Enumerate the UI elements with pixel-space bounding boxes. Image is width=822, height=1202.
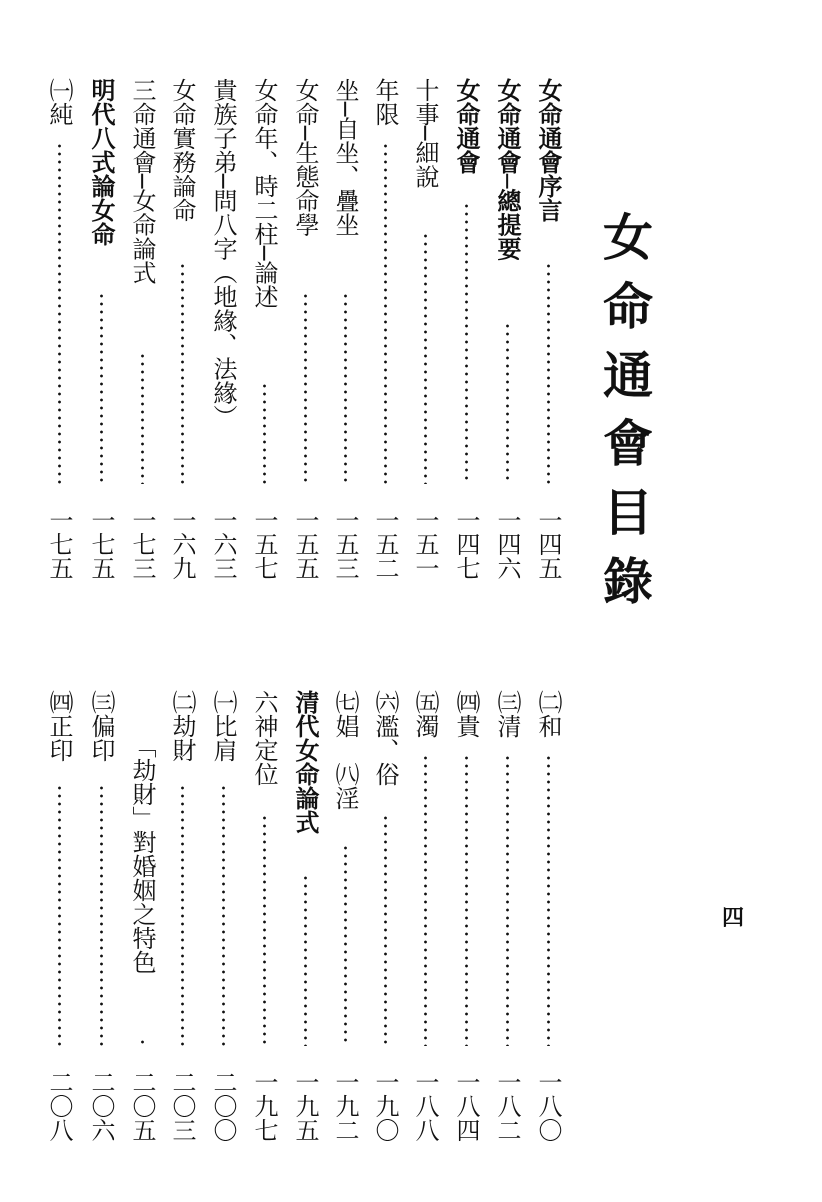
toc-entry-page: 一五二 bbox=[371, 508, 399, 580]
toc-entry-page: 一九〇 bbox=[371, 1070, 399, 1142]
leader-dots bbox=[86, 292, 116, 484]
toc-entry bbox=[492, 690, 522, 1142]
toc-entry-page: 一九七 bbox=[250, 1070, 278, 1142]
toc-entry bbox=[249, 78, 279, 580]
toc-entry bbox=[330, 690, 360, 1142]
leader-dots bbox=[492, 322, 522, 484]
leader-dots bbox=[330, 292, 360, 484]
toc-entry bbox=[492, 78, 522, 580]
toc-entry bbox=[167, 690, 197, 1142]
leader-dots bbox=[370, 814, 400, 1046]
toc-entry bbox=[370, 690, 400, 1142]
toc-entry-page: 一五一 bbox=[411, 508, 439, 580]
toc-entry-page: 二〇六 bbox=[87, 1070, 115, 1142]
toc-entry-page: 一八八 bbox=[411, 1070, 439, 1142]
toc-entry bbox=[208, 690, 238, 1142]
toc-entry-title: ㈠比肩 bbox=[209, 690, 237, 762]
title-char: 會 bbox=[603, 414, 653, 474]
toc-entry-page: 一五五 bbox=[291, 508, 319, 580]
toc-entry-title: ㈠純 bbox=[45, 78, 73, 126]
toc-entry-title: ㈡劫財 bbox=[168, 690, 196, 762]
toc-entry bbox=[290, 690, 320, 1142]
toc-entry-title: ㈣貴 bbox=[452, 690, 480, 738]
toc-entry-page: 二〇〇 bbox=[209, 1070, 237, 1142]
leader-dots bbox=[86, 784, 116, 1046]
toc-entry-page: 一四五 bbox=[534, 508, 562, 580]
toc-entry-page: 一七五 bbox=[87, 508, 115, 580]
toc-entry-title: 女命通會 bbox=[452, 78, 481, 174]
title-char: 通 bbox=[603, 345, 653, 405]
toc-entry-title: 女命年、時二柱─論述 bbox=[250, 78, 278, 309]
toc-entry bbox=[370, 78, 400, 580]
toc-entry-page: 一八二 bbox=[493, 1070, 521, 1142]
toc-entry-title: 十事─細說 bbox=[411, 78, 439, 189]
toc-entry bbox=[44, 690, 74, 1142]
toc-entry bbox=[410, 690, 440, 1142]
toc-entry-title: ㈢清 bbox=[493, 690, 521, 738]
toc-entry-title: ㈡和 bbox=[534, 690, 562, 738]
leader-dots bbox=[290, 292, 320, 484]
leader-dots bbox=[208, 784, 238, 1046]
title-char: 目 bbox=[603, 483, 653, 543]
toc-entry-title: 「劫財」對婚姻之特色 bbox=[128, 734, 156, 974]
toc-entry-title: ㈣正印 bbox=[45, 690, 73, 762]
toc-entry bbox=[44, 78, 74, 580]
toc-entry bbox=[86, 78, 116, 580]
leader-dots bbox=[167, 262, 197, 484]
leader-dots bbox=[249, 814, 279, 1046]
toc-entry-page: 二〇五 bbox=[128, 1070, 156, 1142]
leader-dots bbox=[492, 754, 522, 1046]
toc-entry bbox=[127, 78, 157, 580]
toc-entry bbox=[86, 690, 116, 1142]
leader-dots bbox=[127, 1038, 157, 1046]
title-char: 女 bbox=[603, 208, 653, 267]
leader-dots bbox=[410, 754, 440, 1046]
leader-dots bbox=[290, 874, 320, 1046]
toc-entry bbox=[410, 78, 440, 580]
leader-dots bbox=[533, 262, 563, 484]
toc-entry bbox=[167, 78, 197, 580]
toc-entry-page: 一九五 bbox=[291, 1070, 319, 1142]
toc-entry-title: 女命通會序言 bbox=[534, 78, 563, 222]
toc-entry-page: 一五七 bbox=[250, 508, 278, 580]
title-char: 命 bbox=[603, 276, 653, 336]
leader-dots bbox=[44, 784, 74, 1046]
toc-entry-title: 坐─自坐、疊坐 bbox=[331, 78, 359, 237]
toc-entry-page: 一八〇 bbox=[534, 1070, 562, 1142]
toc-entry-title: 清代女命論式 bbox=[291, 690, 320, 834]
toc-entry bbox=[451, 690, 481, 1142]
leader-dots bbox=[330, 844, 360, 1046]
toc-entry bbox=[249, 690, 279, 1142]
leader-dots bbox=[167, 784, 197, 1046]
page-title bbox=[596, 210, 660, 610]
leader-dots bbox=[451, 754, 481, 1046]
toc-entry-page: 一四七 bbox=[452, 508, 480, 580]
leader-dots bbox=[44, 142, 74, 484]
toc-entry-title: ㈤濁 bbox=[411, 690, 439, 738]
toc-entry-page: 一八四 bbox=[452, 1070, 480, 1142]
toc-entry-page: 一五三 bbox=[331, 508, 359, 580]
toc-entry bbox=[330, 78, 360, 580]
toc-entry-title: ㈢偏印 bbox=[87, 690, 115, 762]
leader-dots bbox=[249, 382, 279, 484]
toc-entry-page: 二〇八 bbox=[45, 1070, 73, 1142]
leader-dots bbox=[533, 754, 563, 1046]
leader-dots bbox=[370, 142, 400, 484]
toc-entry-page: 一六九 bbox=[168, 508, 196, 580]
toc-entry-page: 一四六 bbox=[493, 508, 521, 580]
toc-entry-page: 一七五 bbox=[45, 508, 73, 580]
toc-entry bbox=[208, 78, 238, 580]
toc-entry-title: 明代八式論女命 bbox=[87, 78, 116, 246]
page-number: 四 bbox=[722, 905, 745, 931]
toc-entry-page: 一九二 bbox=[331, 1070, 359, 1142]
toc-entry bbox=[451, 78, 481, 580]
toc-entry-page: 一七三 bbox=[128, 508, 156, 580]
toc-entry-page: 二〇三 bbox=[168, 1070, 196, 1142]
leader-dots bbox=[410, 232, 440, 484]
toc-entry-title: ㈦娼 ㈧淫 bbox=[331, 690, 359, 810]
leader-dots bbox=[127, 352, 157, 484]
title-char: 錄 bbox=[603, 551, 653, 611]
toc-entry-title: 女命實務論命 bbox=[168, 78, 196, 222]
toc-entry-title: 貴族子弟─問八字（地緣、法緣） bbox=[209, 78, 237, 429]
toc-entry bbox=[290, 78, 320, 580]
leader-dots bbox=[451, 202, 481, 484]
toc-entry bbox=[533, 690, 563, 1142]
toc-entry-title: 六神定位 bbox=[250, 690, 278, 786]
toc-entry-title: 女命通會─總提要 bbox=[493, 78, 522, 261]
toc-entry-page: 一六三 bbox=[209, 508, 237, 580]
toc-entry-title: ㈥濫、俗 bbox=[371, 690, 399, 786]
toc-entry bbox=[533, 78, 563, 580]
toc-entry-title: 年限 bbox=[371, 78, 399, 126]
toc-entry bbox=[127, 690, 157, 1142]
toc-entry-title: 女命─生態命學 bbox=[291, 78, 319, 237]
toc-entry-title: 三命通會─女命論式 bbox=[128, 78, 156, 285]
